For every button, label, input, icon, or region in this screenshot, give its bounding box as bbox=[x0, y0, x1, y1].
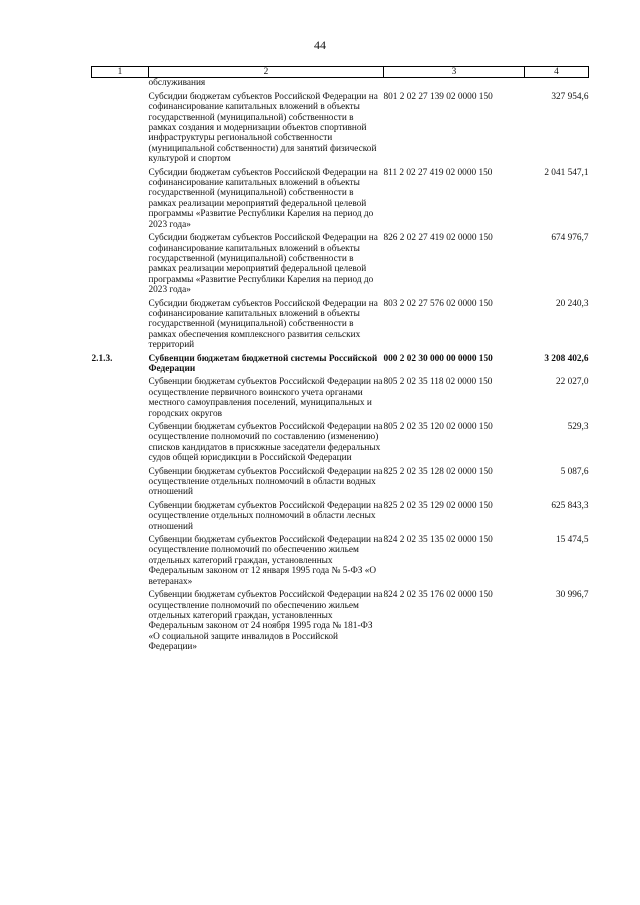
row-amount: 2 041 547,1 bbox=[544, 167, 589, 178]
row-amount: 20 240,3 bbox=[555, 298, 589, 309]
row-amount: 3 208 402,6 bbox=[544, 353, 589, 364]
row-number bbox=[92, 464, 149, 498]
row-number bbox=[92, 296, 149, 351]
row-description: Субсидии бюджетам субъектов Российской Федерации на софинансирование капитальных вложений в объекты государственной (муниципальной) собственности в рамках реализации мероприятий федеральной целевой программы «Развитие Республики Карелия на период до 2023 года» bbox=[148, 167, 378, 230]
table-row bbox=[92, 165, 589, 230]
row-amount: 529,3 bbox=[567, 422, 589, 432]
row-budget-code: 826 2 02 27 419 02 0000 150 bbox=[383, 233, 493, 244]
budget-table bbox=[91, 66, 589, 653]
row-description: Субвенции бюджетам субъектов Российской Федерации на осуществление первичного воинского учета органами местного самоуправления поселений, муниципальных и городских округов bbox=[148, 377, 383, 419]
row-budget-code: 801 2 02 27 139 02 0000 150 bbox=[383, 91, 493, 102]
row-budget-code: 824 2 02 35 176 02 0000 150 bbox=[383, 590, 493, 601]
row-number bbox=[92, 498, 149, 532]
row-amount: 22 027,0 bbox=[555, 377, 589, 388]
row-description: Субвенции бюджетам субъектов Российской Федерации на осуществление полномочий по обеспечению жильем отдельных категорий граждан, установленных Федеральным законом от 12 января 1995 года № 5-ФЗ «О ветеранах» bbox=[148, 535, 383, 587]
row-budget-code: 825 2 02 35 129 02 0000 150 bbox=[383, 500, 493, 511]
row-number bbox=[92, 165, 149, 230]
row-budget-code: 803 2 02 27 576 02 0000 150 bbox=[383, 298, 493, 309]
row-description: Субвенции бюджетам субъектов Российской Федерации на осуществление отдельных полномочий в области лесных отношений bbox=[148, 500, 383, 532]
page-number: 44 bbox=[314, 38, 326, 52]
row-budget-code bbox=[384, 78, 525, 89]
table-row bbox=[92, 374, 589, 419]
table-row bbox=[92, 296, 589, 351]
table-row bbox=[92, 419, 589, 464]
table-row bbox=[92, 464, 589, 498]
row-amount bbox=[525, 78, 589, 89]
row-budget-code: 824 2 02 35 135 02 0000 150 bbox=[383, 535, 493, 546]
row-budget-code: 805 2 02 35 120 02 0000 150 bbox=[383, 422, 493, 432]
table-row bbox=[92, 230, 589, 295]
row-budget-code: 000 2 02 30 000 00 0000 150 bbox=[383, 353, 493, 364]
row-number bbox=[92, 78, 149, 89]
row-description: Субвенции бюджетам бюджетной системы Российской Федерации bbox=[148, 353, 378, 374]
row-description: обслуживания bbox=[148, 78, 206, 89]
row-description: Субвенции бюджетам субъектов Российской Федерации на осуществление полномочий по обеспечению жильем отдельных категорий граждан, установленных Федеральным законом от 24 ноября 1995 года № 181-ФЗ «О социальной защите инвалидов в Российской Федерации» bbox=[148, 590, 383, 653]
table-row bbox=[92, 78, 589, 89]
row-description: Субвенции бюджетам субъектов Российской Федерации на осуществление отдельных полномочий в области водных отношений bbox=[148, 466, 383, 498]
row-number bbox=[92, 587, 149, 652]
row-number bbox=[92, 419, 149, 464]
row-number bbox=[92, 89, 149, 165]
table-row bbox=[92, 532, 589, 587]
row-description: Субсидии бюджетам субъектов Российской Федерации на софинансирование капитальных вложений в объекты государственной (муниципальной) собственности в рамках реализации мероприятий федеральной целевой программы «Развитие Республики Карелия на период до 2023 года» bbox=[148, 233, 378, 296]
table-body bbox=[92, 78, 589, 653]
column-header-1: 1 bbox=[92, 67, 149, 78]
row-number bbox=[92, 374, 149, 419]
row-budget-code: 805 2 02 35 118 02 0000 150 bbox=[383, 377, 493, 388]
row-description: Субсидии бюджетам субъектов Российской Федерации на софинансирование капитальных вложений в объекты государственной (муниципальной) собственности в рамках создания и модернизации объектов спортивной инфраструктуры региональной собственности (муниципальной собственности) для занятий физической культурой и спортом bbox=[148, 91, 378, 165]
table-row bbox=[92, 89, 589, 165]
table-header bbox=[92, 67, 589, 78]
table-row bbox=[92, 587, 589, 652]
row-description: Субсидии бюджетам субъектов Российской Федерации на софинансирование капитальных вложений в объекты государственной (муниципальной) собственности в рамках обеспечения комплексного развития сельских территорий bbox=[148, 298, 378, 351]
column-header-2: 2 bbox=[149, 67, 384, 78]
column-header-3: 3 bbox=[384, 67, 525, 78]
row-number bbox=[92, 230, 149, 295]
row-amount: 625 843,3 bbox=[551, 500, 589, 511]
row-budget-code: 825 2 02 35 128 02 0000 150 bbox=[383, 466, 493, 477]
row-number bbox=[92, 532, 149, 587]
row-amount: 15 474,5 bbox=[555, 535, 589, 546]
row-amount: 327 954,6 bbox=[551, 91, 589, 102]
row-budget-code: 811 2 02 27 419 02 0000 150 bbox=[383, 167, 493, 178]
row-number: 2.1.3. bbox=[91, 353, 113, 364]
table-row bbox=[92, 498, 589, 532]
row-amount: 674 976,7 bbox=[551, 233, 589, 244]
column-header-4: 4 bbox=[525, 67, 589, 78]
row-amount: 30 996,7 bbox=[555, 590, 589, 601]
row-amount: 5 087,6 bbox=[560, 466, 589, 477]
row-description: Субвенции бюджетам субъектов Российской Федерации на осуществление полномочий по составлению (изменению) списков кандидатов в присяжные заседатели федеральных судов общей юрисдикции в Российской Федерации bbox=[148, 422, 383, 464]
table-row bbox=[92, 351, 589, 375]
